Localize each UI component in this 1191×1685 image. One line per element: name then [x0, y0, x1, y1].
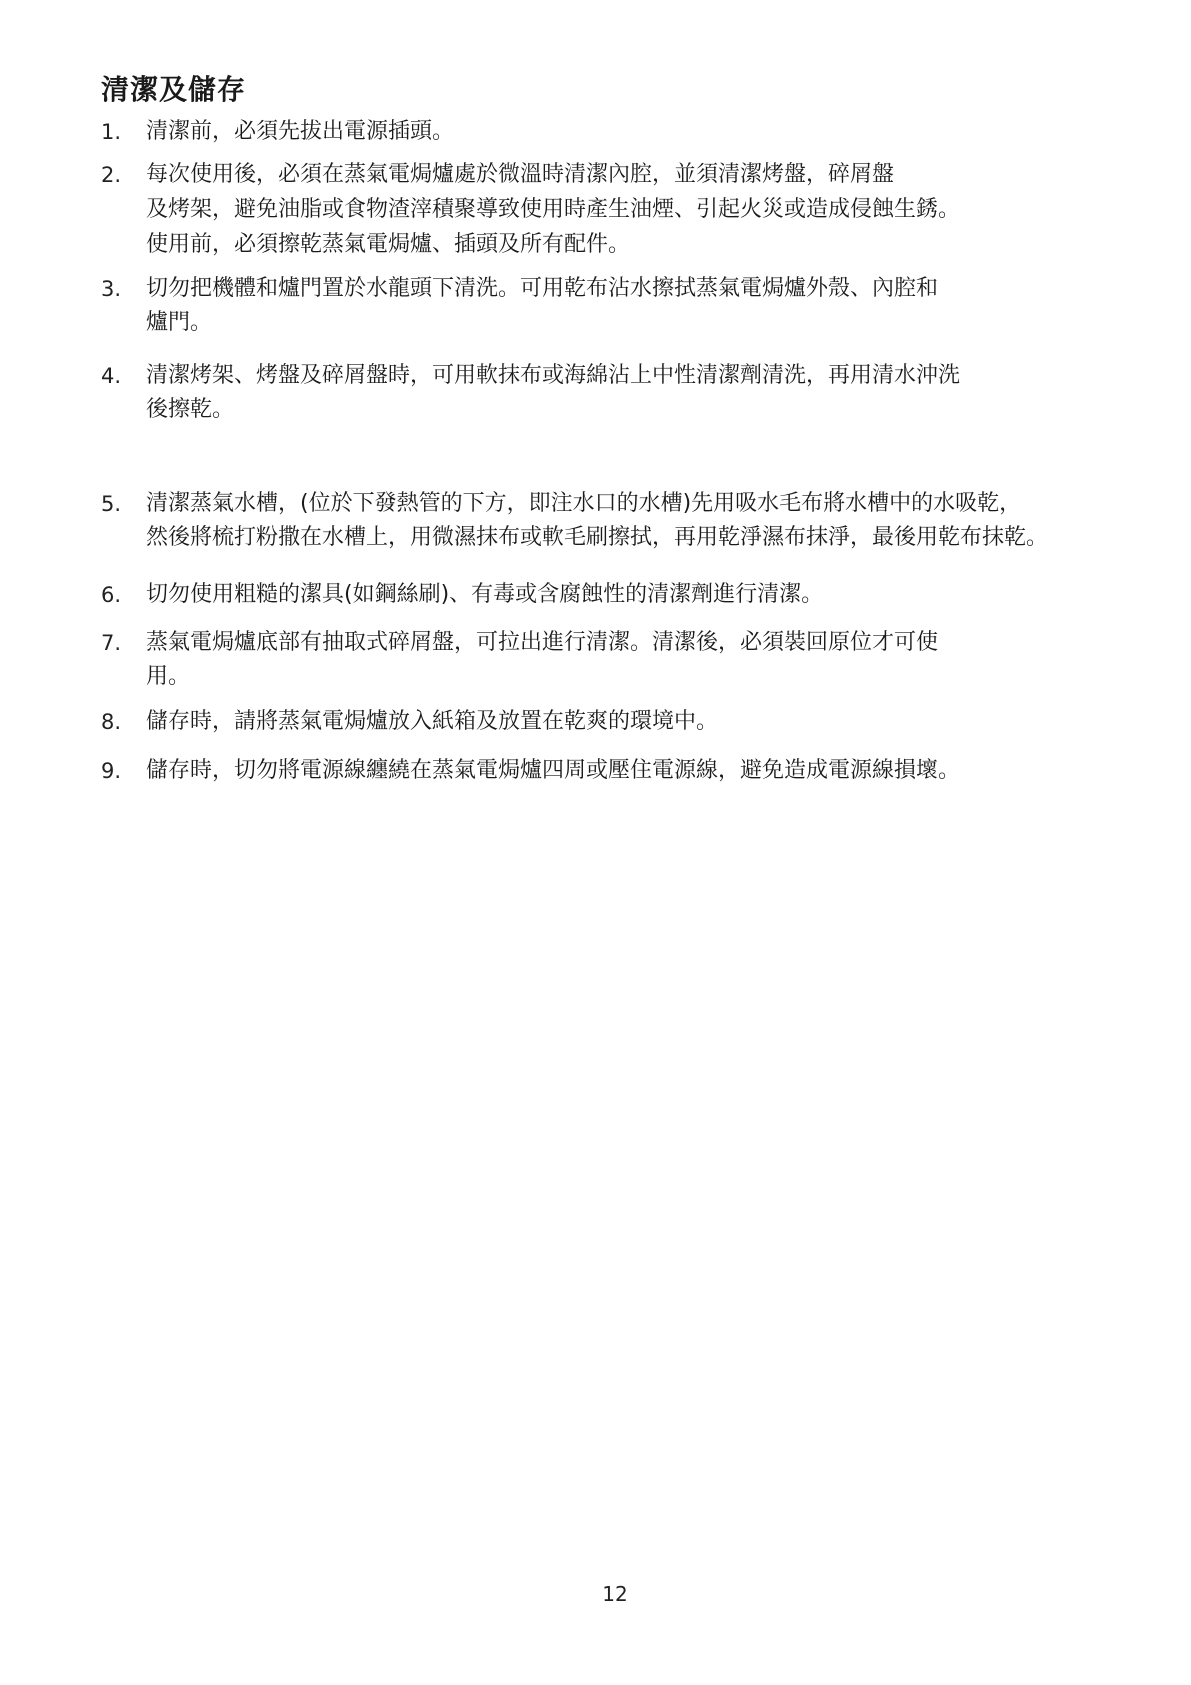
item-line: 蒸氣電焗爐底部有抽取式碎屑盤，可拉出進行清潔。清潔後，必須裝回原位才可使 [146, 630, 939, 655]
item-line: 每次使用後，必須在蒸氣電焗爐處於微溫時清潔內腔，並須清潔烤盤，碎屑盤 [146, 162, 895, 187]
item-number: 6. [101, 583, 122, 607]
section-title: 清潔及儲存 [101, 73, 247, 106]
item-line: 清潔蒸氣水槽，(位於下發熱管的下方，即注水口的水槽)先用吸水毛布將水槽中的水吸乾， [146, 491, 1022, 516]
item-number: 1. [101, 120, 122, 144]
item-line: 切勿使用粗糙的潔具(如鋼絲刷)、有毒或含腐蝕性的清潔劑進行清潔。 [146, 582, 824, 607]
page-number: 12 [602, 1582, 628, 1606]
item-line: 及烤架，避免油脂或食物渣滓積聚導致使用時產生油煙、引起火災或造成侵蝕生銹。 [146, 197, 961, 222]
item-line: 爐門。 [146, 310, 213, 335]
item-line: 然後將梳打粉撒在水槽上，用微濕抹布或軟毛刷擦拭，再用乾淨濕布抹淨，最後用乾布抹乾。 [146, 525, 1049, 550]
item-line: 清潔烤架、烤盤及碎屑盤時，可用軟抹布或海綿沾上中性清潔劑清洗，再用清水沖洗 [146, 363, 961, 388]
item-line: 儲存時，請將蒸氣電焗爐放入紙箱及放置在乾爽的環境中。 [146, 709, 719, 734]
item-line: 使用前，必須擦乾蒸氣電焗爐、插頭及所有配件。 [146, 232, 631, 257]
item-line: 儲存時，切勿將電源線纏繞在蒸氣電焗爐四周或壓住電源線，避免造成電源線損壞。 [146, 758, 961, 783]
item-line: 切勿把機體和爐門置於水龍頭下清洗。可用乾布沾水擦拭蒸氣電焗爐外殼、內腔和 [146, 276, 939, 301]
item-number: 3. [101, 277, 122, 301]
item-number: 7. [101, 631, 122, 655]
item-number: 2. [101, 163, 122, 187]
item-number: 5. [101, 492, 122, 516]
item-line: 用。 [146, 664, 191, 689]
item-line: 後擦乾。 [146, 397, 235, 422]
item-number: 8. [101, 710, 122, 734]
item-number: 4. [101, 364, 122, 388]
item-number: 9. [101, 759, 122, 783]
item-line: 清潔前，必須先拔出電源插頭。 [146, 119, 455, 144]
